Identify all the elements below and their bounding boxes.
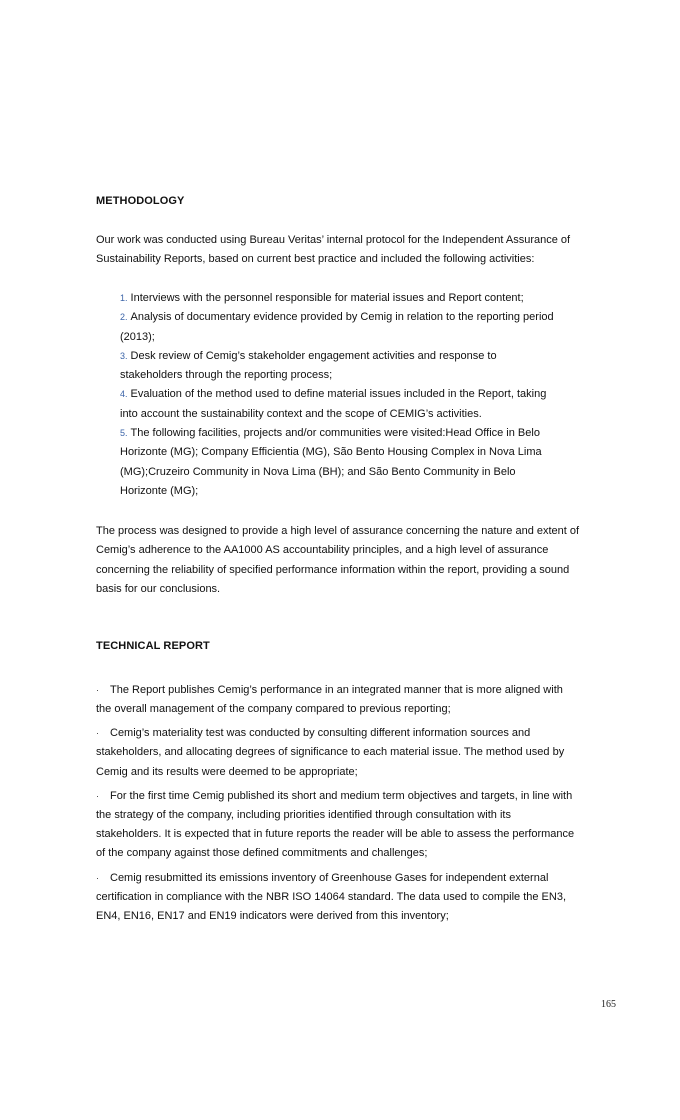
- bullet-icon: ·: [96, 685, 99, 695]
- activity-item: [120, 424, 560, 501]
- activity-text: Desk review of Cemig’s stakeholder engagement activities and response to stakeholders through the reporting process;: [120, 349, 497, 382]
- bullet-continuation: stakeholders, and allocating degrees of significance to each material issue. The method used by Cemig and its results were deemed to be appropriate;: [96, 746, 565, 778]
- bullet-item: [96, 786, 576, 864]
- methodology-intro: Our work was conducted using Bureau Veritas’ internal protocol for the Independent Assurance of Sustainability Reports, based on current best practice and included the following activities:: [96, 234, 571, 266]
- bullet-item: [96, 680, 576, 719]
- activities-list: [120, 289, 560, 501]
- bullet-continuation: certification in compliance with the NBR ISO 14064 standard. The data used to compile the EN3, EN4, EN16, EN17 and EN19 indicators were derived from this inventory;: [96, 890, 566, 923]
- bullet-first-line: Cemig resubmitted its emissions inventory of Greenhouse Gases for independent external: [110, 871, 549, 884]
- activity-number: 5.: [120, 428, 128, 439]
- activity-item: [120, 385, 560, 424]
- technical-report-bullets: [96, 680, 576, 926]
- methodology-heading: METHODOLOGY: [96, 195, 185, 207]
- bullet-continuation: the strategy of the company, including priorities identified through consultation with its stakeholders. It is expected that in future reports the reader will be able to assess the performance of the company against those defined commitments and challenges;: [96, 808, 575, 860]
- bullet-icon: ·: [96, 872, 99, 883]
- activity-item: [120, 289, 560, 308]
- technical-report-heading: TECHNICAL REPORT: [96, 640, 210, 652]
- activity-text: Analysis of documentary evidence provided by Cemig in relation to the reporting period (2013);: [120, 311, 554, 343]
- process-paragraph: The process was designed to provide a high level of assurance concerning the nature and extent of Cemig’s adherence to the AA1000 AS accountability principles, and a high level of assurance concerning the reliability of specified performance information within the report, providing a sound basis for our conclusions.: [96, 525, 580, 595]
- activity-number: 4.: [120, 389, 128, 400]
- activity-number: 3.: [120, 350, 128, 361]
- activity-text: Interviews with the personnel responsible for material issues and Report content;: [130, 292, 524, 304]
- bullet-item: [96, 723, 576, 782]
- bullet-icon: ·: [96, 790, 99, 801]
- bullet-first-line: The Report publishes Cemig’s performance in an integrated manner that is more aligned with: [110, 684, 563, 696]
- activity-item: [120, 347, 560, 386]
- bullet-first-line: Cemig’s materiality test was conducted by consulting different information sources and: [110, 727, 531, 740]
- bullet-first-line: For the first time Cemig published its short and medium term objectives and targets, in line with: [110, 789, 573, 802]
- activity-text: Evaluation of the method used to define material issues included in the Report, taking into account the sustainability context and the scope of CEMIG’s activities.: [120, 388, 547, 420]
- bullet-continuation: the overall management of the company compared to previous reporting;: [96, 703, 451, 715]
- activity-number: 1.: [120, 293, 128, 303]
- bullet-icon: ·: [96, 728, 99, 739]
- activity-item: [120, 308, 560, 347]
- bullet-item: [96, 868, 576, 927]
- page-number: 165: [601, 999, 616, 1010]
- activity-text: The following facilities, projects and/or communities were visited:Head Office in Belo Horizonte (MG); Company Efficientia (MG), São Bento Housing Complex in Nova Lima (MG);Cruzeiro Community in Nova Lima (BH); and São Bento Community in Belo Horizonte (MG);: [120, 427, 542, 497]
- activity-number: 2.: [120, 312, 128, 323]
